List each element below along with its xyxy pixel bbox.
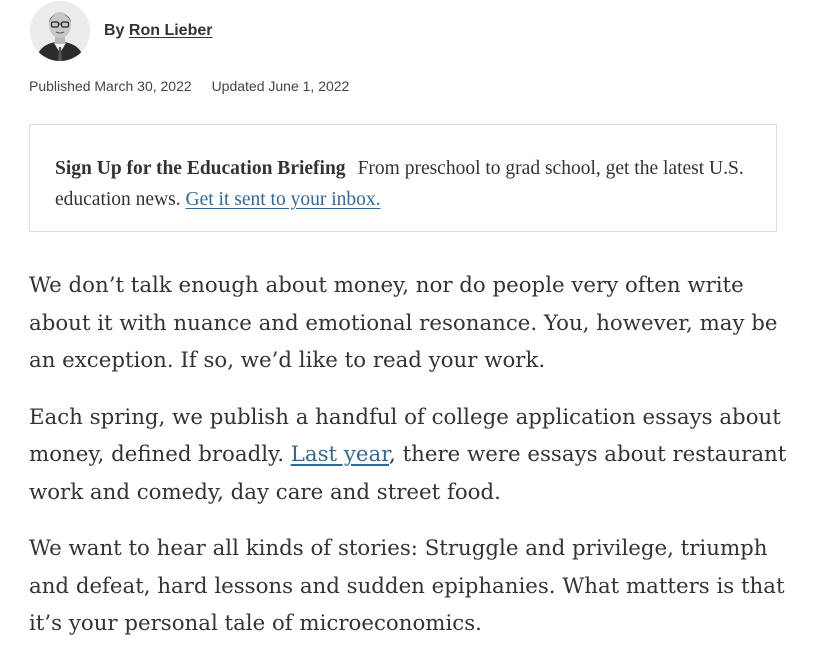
- promo-title: Sign Up for the Education Briefing: [55, 158, 346, 179]
- article-paragraph-2: [29, 399, 789, 512]
- paragraph-2-text-start: Each spring, we publish a handful of college application essays about money, defined broadly.: [29, 404, 781, 467]
- article-paragraph-1: We don’t talk enough about money, nor do people very often write about it with nuance and emotional resonance. You, however, may be an exception. If so, we’d like to read your work.: [29, 273, 778, 373]
- byline: [30, 1, 212, 61]
- article-dates: [29, 78, 349, 94]
- published-date: Published March 30, 2022: [29, 78, 192, 94]
- author-link[interactable]: Ron Lieber: [128, 22, 213, 39]
- byline-prefix: By: [104, 22, 129, 39]
- last-year-link[interactable]: Last year: [290, 442, 390, 467]
- article-paragraph-3: We want to hear all kinds of stories: Struggle and privilege, triumph and defeat, hard lessons and sudden epiphanies. What matters is that it’s your personal tale of microeconomics.: [29, 536, 785, 636]
- author-photo-icon: [30, 1, 90, 61]
- author-avatar[interactable]: [30, 1, 90, 61]
- newsletter-signup-link[interactable]: Get it sent to your inbox.: [185, 189, 381, 210]
- byline-text: [104, 22, 212, 40]
- article-body: [29, 267, 789, 662]
- updated-date: Updated June 1, 2022: [211, 78, 350, 94]
- newsletter-promo: [29, 124, 777, 232]
- promo-text: From preschool to grad school, get the latest U.S. education news.: [55, 158, 744, 210]
- paragraph-2-text-end: , there were essays about restaurant work and comedy, day care and street food.: [29, 442, 787, 505]
